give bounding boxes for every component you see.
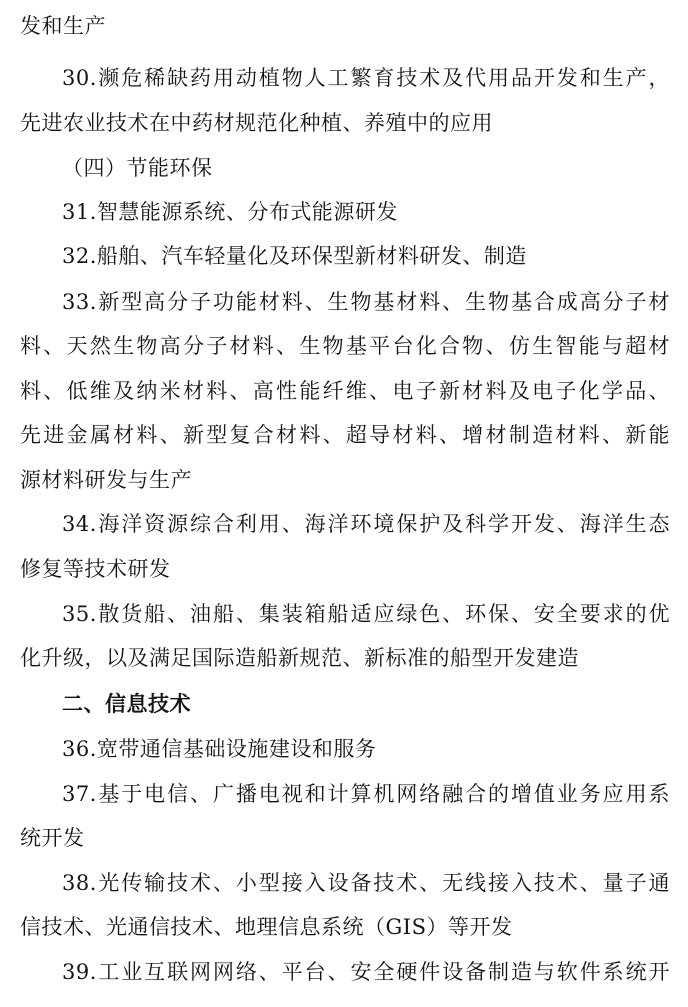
- text-line: 发和生产: [20, 14, 106, 38]
- paragraph-38: 38.光传输技术、小型接入设备技术、无线接入技术、量子通: [62, 871, 670, 895]
- text-line: 料、天然生物高分子材料、生物基平台化合物、仿生智能与超材: [20, 334, 670, 358]
- section-heading-energy: （四）节能环保: [62, 156, 213, 180]
- text-line: 信技术、光通信技术、地理信息系统（GIS）等开发: [20, 915, 513, 939]
- text-line: 料、低维及纳米材料、高性能纤维、电子新材料及电子化学品、: [20, 379, 670, 403]
- text-line: 源材料研发与生产: [20, 468, 192, 492]
- paragraph-31: 31.智慧能源系统、分布式能源研发: [62, 200, 398, 224]
- text-line: 化升级，以及满足国际造船新规范、新标准的船型开发建造: [20, 646, 579, 670]
- paragraph-35: 35.散货船、油船、集装箱船适应绿色、环保、安全要求的优: [62, 602, 670, 626]
- paragraph-30: 30.濒危稀缺药用动植物人工繁育技术及代用品开发和生产，: [62, 66, 670, 90]
- text-line: 统开发: [20, 826, 85, 850]
- text-line: 先进金属材料、新型复合材料、超导材料、增材制造材料、新能: [20, 423, 670, 447]
- paragraph-37: 37.基于电信、广播电视和计算机网络融合的增值业务应用系: [62, 782, 670, 806]
- paragraph-33: 33.新型高分子功能材料、生物基材料、生物基合成高分子材: [62, 290, 670, 314]
- section-heading-it: 二、信息技术: [62, 692, 191, 716]
- paragraph-34: 34.海洋资源综合利用、海洋环境保护及科学开发、海洋生态: [62, 512, 670, 536]
- text-line: 修复等技术研发: [20, 557, 171, 581]
- paragraph-32: 32.船舶、汽车轻量化及环保型新材料研发、制造: [62, 244, 527, 268]
- text-line: 先进农业技术在中药材规范化种植、养殖中的应用: [20, 111, 493, 135]
- paragraph-39: 39.工业互联网网络、平台、安全硬件设备制造与软件系统开: [62, 960, 670, 984]
- paragraph-36: 36.宽带通信基础设施建设和服务: [62, 737, 377, 761]
